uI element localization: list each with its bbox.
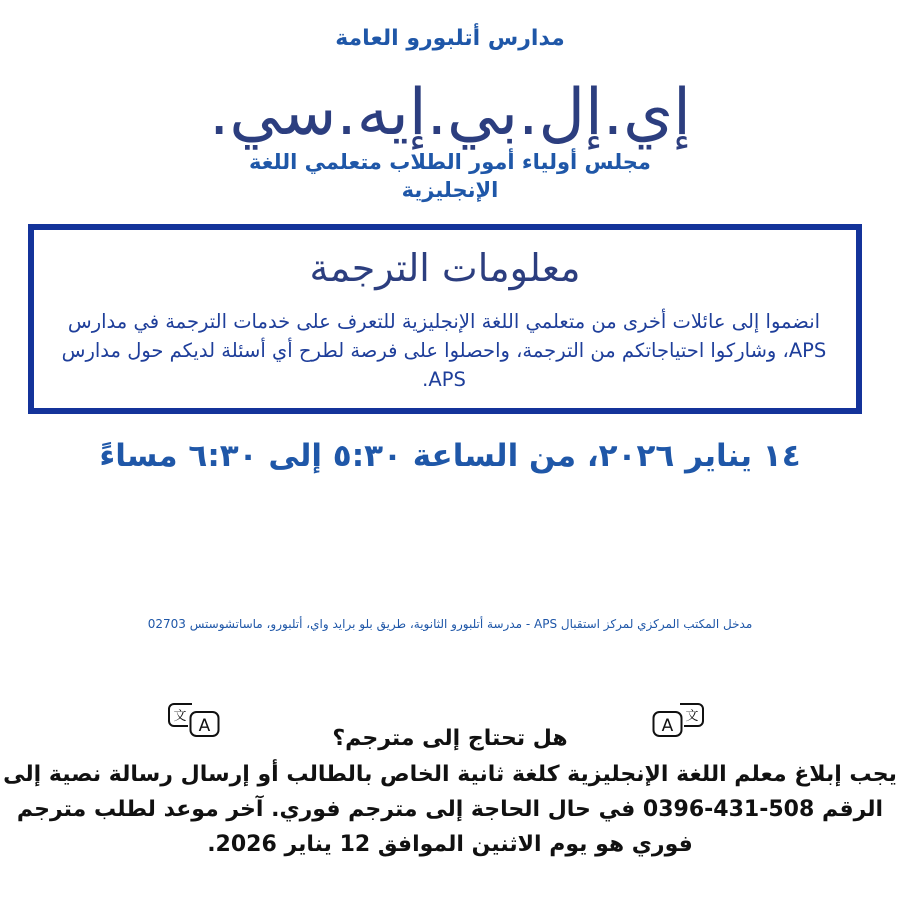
translate-icon [168, 700, 220, 738]
program-title: إي.إل.بي.إيه.سي. [209, 76, 691, 150]
svg-text:A: A [661, 716, 674, 736]
svg-text:文: 文 [685, 709, 699, 724]
event-date-time: ١٤ يناير ٢٠٢٦، من الساعة ٥:٣٠ إلى ٦:٣٠ مساءً [99, 438, 801, 474]
svg-text:文: 文 [173, 709, 187, 724]
interpreter-notice: يجب إبلاغ معلم اللغة الإنجليزية كلغة ثانية الخاص بالطالب أو إرسال رسالة نصية إلى الرقم 508-431-0396 في حال الحاجة إلى مترجم فوري. آخر موعد لطلب مترجم فوري هو يوم الاثنين الموافق 12 يناير 2026. [3, 762, 897, 857]
info-box-body: انضموا إلى عائلات أخرى من متعلمي اللغة الإنجليزية للتعرف على خدمات الترجمة في مدارس APS، وشاركوا احتياجاتكم من الترجمة، واحصلوا على فرصة لطرح أي أسئلة لديكم حول مدارس APS. [61, 310, 827, 391]
interpreter-question: هل تحتاج إلى مترجم؟ [332, 726, 568, 751]
council-name: مجلس أولياء أمور الطلاب متعلمي اللغة الإنجليزية [249, 150, 651, 202]
info-box-title: معلومات الترجمة [309, 246, 581, 290]
svg-text:A: A [198, 716, 211, 736]
event-address: مدخل المكتب المركزي لمركز استقبال APS - مدرسة أتلبورو الثانوية، طريق بلو برايد واي، أتلبورو، ماساتشوستس 02703 [147, 617, 753, 631]
school-name: مدارس أتلبورو العامة [335, 26, 565, 51]
